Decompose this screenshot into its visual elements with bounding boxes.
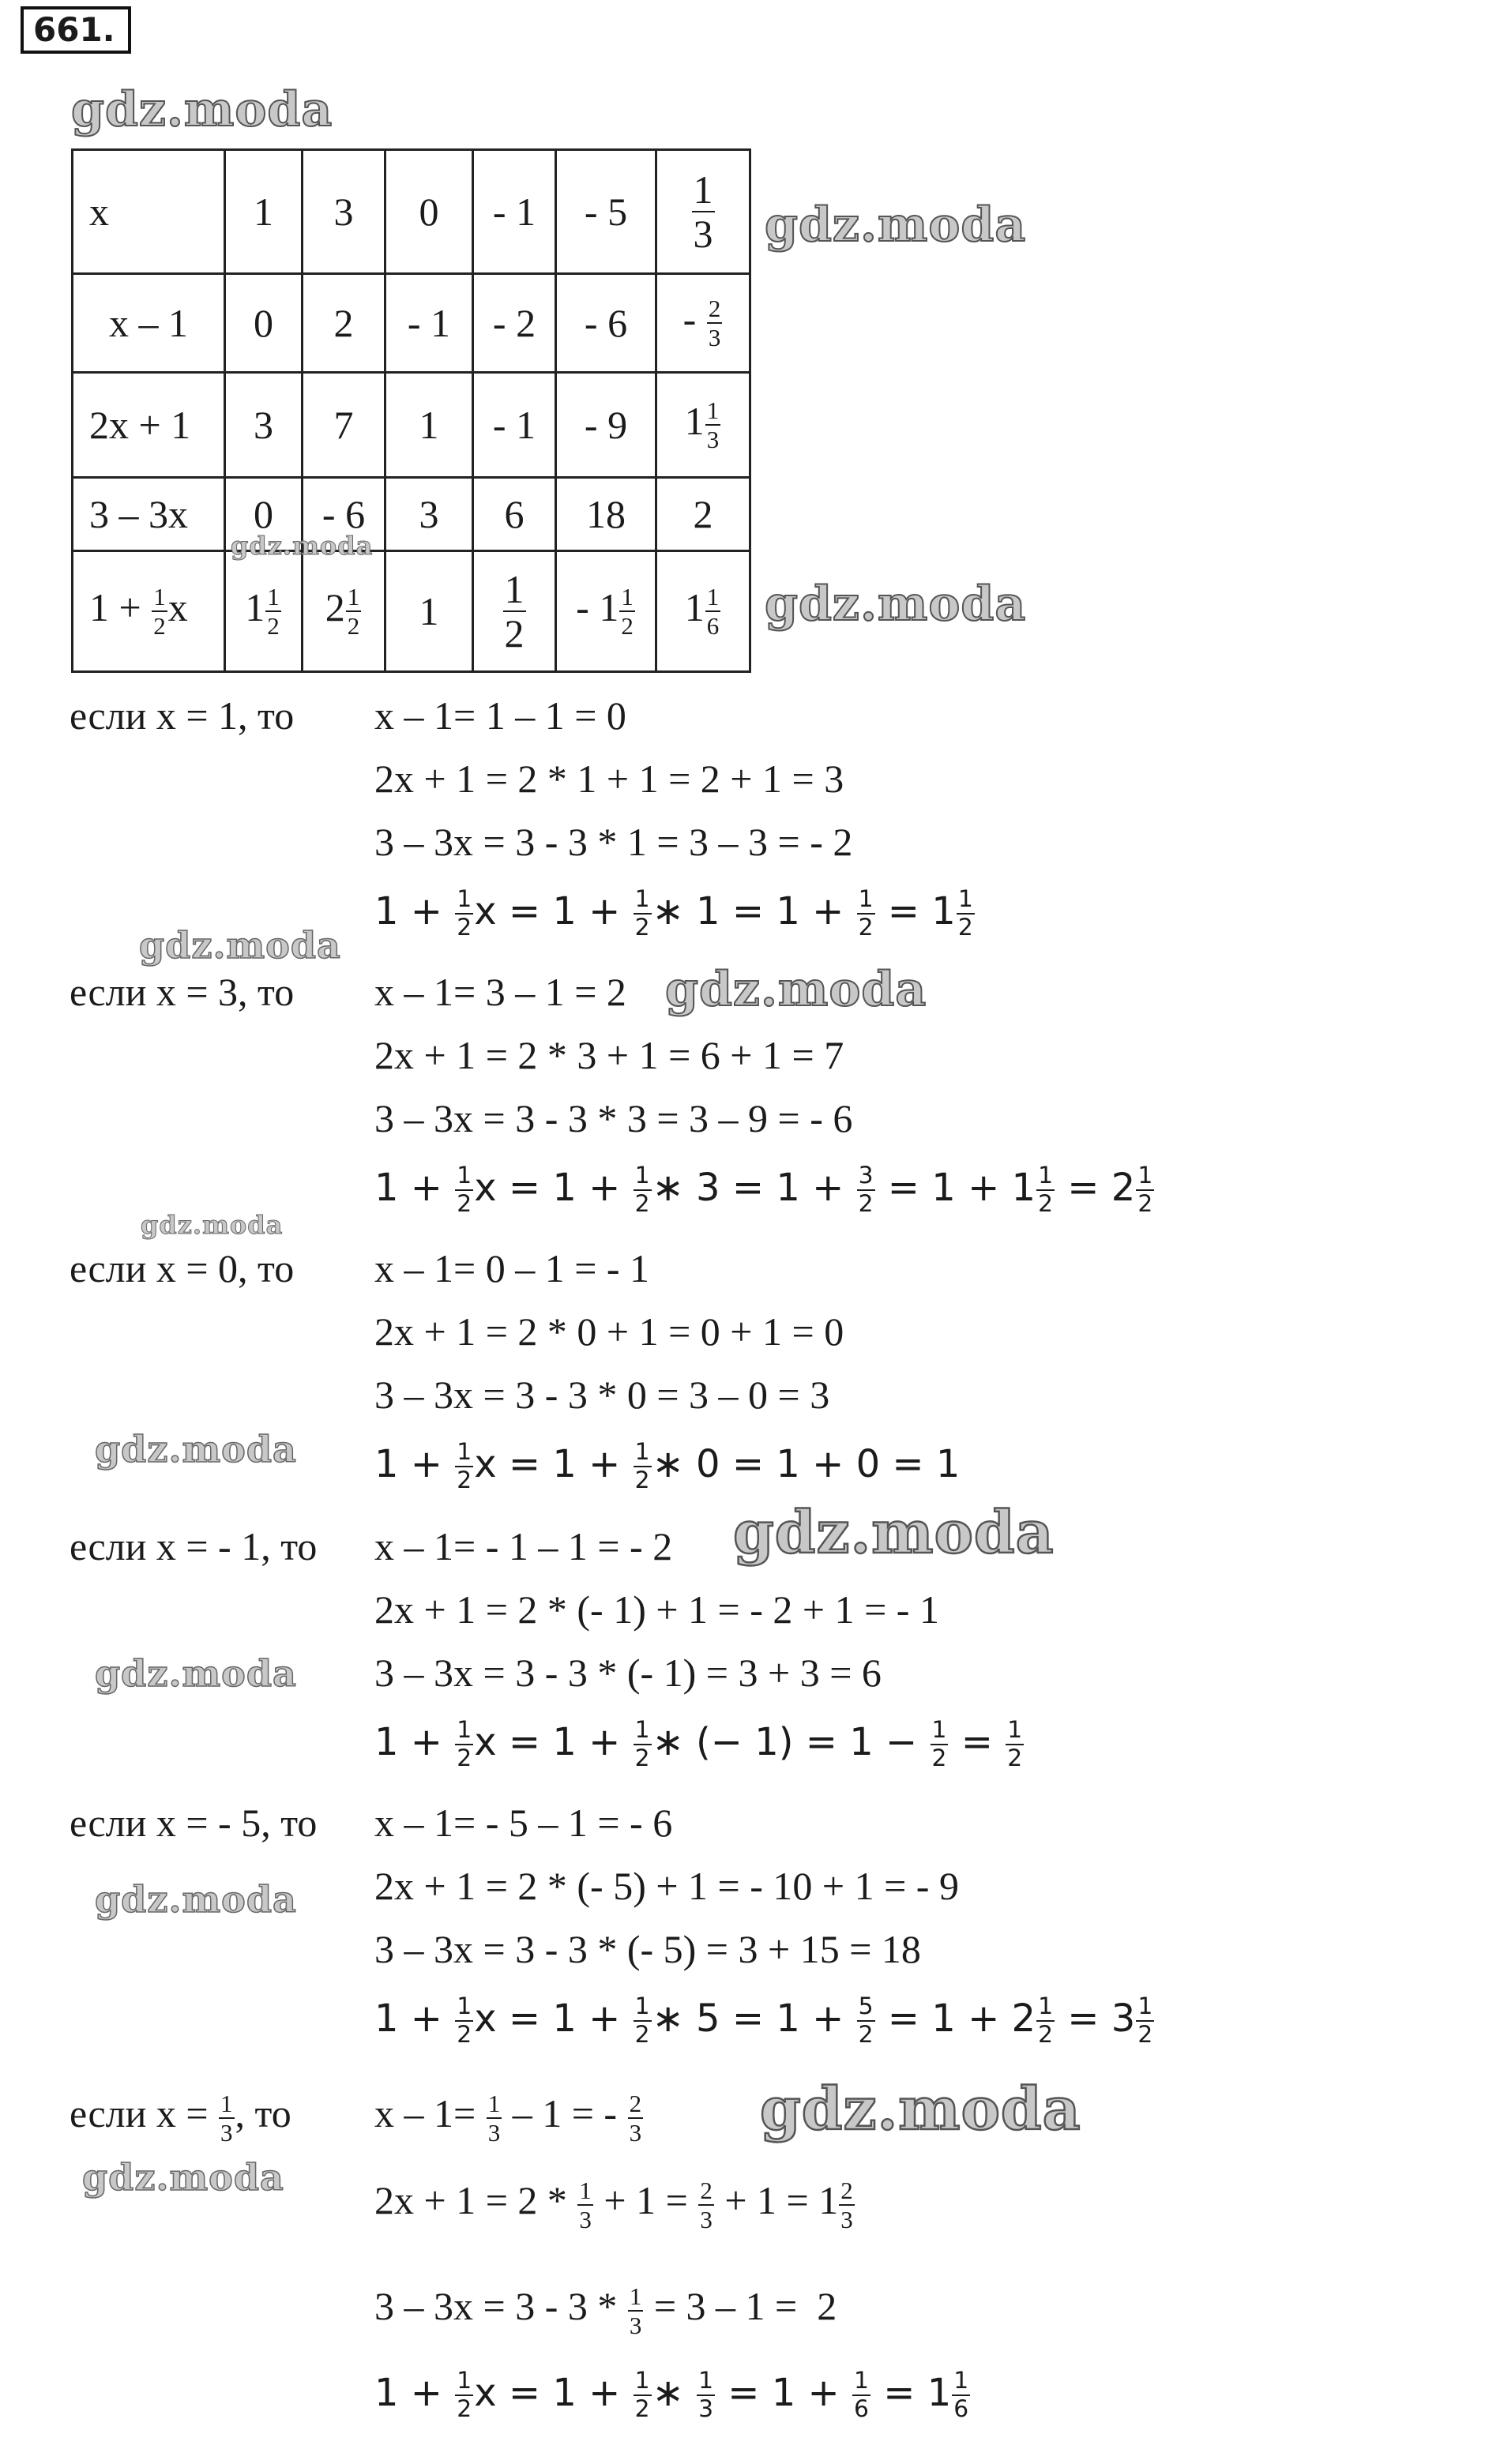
equation-line: 3 – 3x = 3 - 3 * (- 5) = 3 + 15 = 18 [374, 1927, 921, 1971]
table-cell: - 1 [473, 373, 556, 478]
task-number: 661. [21, 6, 131, 54]
table-cell: 2 [303, 274, 385, 373]
equation-line: x – 1= 3 – 1 = 2 [374, 970, 626, 1014]
table-cell: - 6 [303, 478, 385, 551]
table-cell: 1 $\frac{1}{3}$ [656, 373, 750, 478]
fraction: $\frac{1}{6}$ [854, 2367, 869, 2423]
fraction: $\frac{1}{2}$ [457, 2367, 472, 2423]
fraction: $\frac{1}{2}$ [1137, 1993, 1153, 2049]
table-cell: 1 $\frac{1}{2}$ [225, 551, 303, 672]
fraction: $\frac{1}{2}$ [858, 885, 874, 941]
table-cell: - 1 [385, 274, 473, 373]
fraction: $\frac{1}{2}$ [347, 583, 360, 640]
table-cell: 3 [225, 373, 303, 478]
table-row [73, 274, 750, 373]
equation-line: 3 – 3x = 3 - 3 * 0 = 3 – 0 = 3 [374, 1373, 830, 1417]
equation-line: x – 1= $\frac{1}{3}$ – 1 = - $\frac{2}{3}$ [374, 2089, 642, 2147]
fraction: $\frac{1}{2}$ [153, 583, 166, 640]
equation-line: 3 – 3x = 3 - 3 * (- 1) = 3 + 3 = 6 [374, 1651, 882, 1695]
watermark: gdz.moda [733, 1499, 1055, 1567]
equation-line: 1 + $\frac{1}{2}$ x = 1 + $\frac{1}{2}$ ∗ 0 = 1 + 0 = 1 [374, 1438, 961, 1494]
fraction: $\frac{1}{3}$ [698, 2367, 713, 2423]
table-cell: - 2 [473, 274, 556, 373]
watermark: gdz.moda [71, 82, 333, 137]
table-cell: - 1 [473, 150, 556, 274]
equation-line: 1 + $\frac{1}{2}$ x = 1 + $\frac{1}{2}$ ∗ 3 = 1 + $\frac{3}{2}$ = 1 + 1 $\frac{1}{2}$ = 2 $\frac{1}{2}$ [374, 1162, 1153, 1218]
fraction: $\frac{2}{3}$ [700, 2176, 713, 2233]
row-label: 2x + 1 [73, 373, 225, 478]
fraction: $\frac{1}{2}$ [634, 885, 650, 941]
table-cell: 7 [303, 373, 385, 478]
equation-line: 2x + 1 = 2 * (- 5) + 1 = - 10 + 1 = - 9 [374, 1864, 959, 1908]
equation-line: 2x + 1 = 2 * 1 + 1 = 2 + 1 = 3 [374, 757, 844, 801]
fraction: $\frac{1}{6}$ [953, 2367, 969, 2423]
case-condition: если x = 0, то [70, 1246, 295, 1290]
fraction: $\frac{1}{2}$ [457, 1438, 472, 1494]
watermark: gdz.moda [765, 577, 1027, 632]
table-cell: - $\frac{2}{3}$ [656, 274, 750, 373]
table-cell: 0 [385, 150, 473, 274]
fraction: $\frac{1}{2}$ [634, 1993, 650, 2049]
equation-line: 1 + $\frac{1}{2}$ x = 1 + $\frac{1}{2}$ ∗ 5 = 1 + $\frac{5}{2}$ = 1 + 2 $\frac{1}{2}$ = 3 $\frac{1}{2}$ [374, 1993, 1153, 2049]
watermark: gdz.moda [231, 531, 374, 561]
table-cell [473, 551, 556, 672]
case-condition: если x = - 1, то [70, 1524, 318, 1568]
equation-line: x – 1= 1 – 1 = 0 [374, 693, 626, 738]
case-condition: если x = 1, то [70, 693, 295, 738]
equation-line: 1 + $\frac{1}{2}$ x = 1 + $\frac{1}{2}$ ∗ 1 = 1 + $\frac{1}{2}$ = 1 $\frac{1}{2}$ [374, 885, 973, 941]
fraction: $\frac{1}{2}$ [634, 1716, 650, 1772]
row-label: x – 1 [73, 274, 225, 373]
fraction: $\frac{1}{2}$ [1007, 1716, 1023, 1772]
equation-line: x – 1= - 1 – 1 = - 2 [374, 1524, 673, 1568]
watermark: gdz.moda [141, 1210, 284, 1240]
table-row [73, 478, 750, 551]
fraction: $\frac{1}{3}$ [487, 2089, 501, 2147]
table-cell: - 9 [556, 373, 656, 478]
equation-line: x – 1= - 5 – 1 = - 6 [374, 1801, 673, 1845]
table-cell [656, 150, 750, 274]
equation-line: 2x + 1 = 2 * 0 + 1 = 0 + 1 = 0 [374, 1309, 844, 1354]
fraction: $\frac{3}{2}$ [858, 1162, 874, 1218]
fraction: $\frac{1}{3}$ [220, 2089, 233, 2147]
case-condition: если x = 3, то [70, 970, 295, 1014]
table-row [73, 551, 750, 672]
fraction: $\frac{1}{3}$ [706, 396, 720, 454]
watermark: gdz.moda [665, 962, 927, 1017]
table-cell: 0 [225, 478, 303, 551]
watermark: gdz.moda [95, 1878, 297, 1921]
equation-line: 1 + $\frac{1}{2}$ x = 1 + $\frac{1}{2}$ ∗ $\frac{1}{3}$ = 1 + $\frac{1}{6}$ = 1 $\frac{1}{6}$ [374, 2367, 969, 2423]
fraction: $\frac{1}{2}$ [634, 2367, 650, 2423]
table-cell: 6 [473, 478, 556, 551]
table-cell: 1 [225, 150, 303, 274]
row-label: x [73, 150, 225, 274]
fraction: $\frac{1}{2}$ [634, 1438, 650, 1494]
watermark: gdz.moda [95, 1428, 297, 1471]
watermark: gdz.moda [139, 924, 341, 967]
fraction: $\frac{2}{3}$ [629, 2089, 642, 2147]
fraction: $\frac{1}{3}$ [693, 167, 713, 256]
fraction: $\frac{1}{2}$ [931, 1716, 947, 1772]
table-cell: - 5 [556, 150, 656, 274]
values-table [71, 148, 751, 673]
row-label: 1 + $\frac{1}{2}$ x [73, 551, 225, 672]
fraction: $\frac{1}{2}$ [1038, 1162, 1054, 1218]
table-cell: 2 $\frac{1}{2}$ [303, 551, 385, 672]
watermark: gdz.moda [95, 1652, 297, 1695]
fraction: $\frac{1}{2}$ [1137, 1162, 1153, 1218]
fraction: $\frac{1}{2}$ [634, 1162, 650, 1218]
table-cell: 2 [656, 478, 750, 551]
fraction: $\frac{1}{6}$ [706, 583, 720, 640]
equation-line: 3 – 3x = 3 - 3 * $\frac{1}{3}$ = 3 – 1 = 2 [374, 2282, 837, 2339]
fraction: $\frac{2}{3}$ [708, 295, 721, 352]
equation-line: 3 – 3x = 3 - 3 * 3 = 3 – 9 = - 6 [374, 1096, 853, 1140]
table-cell: - 6 [556, 274, 656, 373]
case-condition: если x = $\frac{1}{3}$ , то [70, 2089, 291, 2147]
table-cell: 1 [385, 551, 473, 672]
fraction: $\frac{5}{2}$ [858, 1993, 874, 2049]
fraction: $\frac{1}{2}$ [267, 583, 280, 640]
equation-line: x – 1= 0 – 1 = - 1 [374, 1246, 650, 1290]
fraction: $\frac{1}{2}$ [621, 583, 634, 640]
table-cell: 3 [303, 150, 385, 274]
fraction: $\frac{1}{3}$ [629, 2282, 642, 2339]
table-cell: 1 [385, 373, 473, 478]
table-cell: 3 [385, 478, 473, 551]
fraction: $\frac{1}{2}$ [457, 1162, 472, 1218]
fraction: $\frac{2}{3}$ [840, 2176, 853, 2233]
fraction: $\frac{1}{2}$ [457, 1716, 472, 1772]
watermark: gdz.moda [765, 197, 1027, 253]
watermark: gdz.moda [82, 2156, 284, 2199]
table-cell: 0 [225, 274, 303, 373]
fraction: $\frac{1}{2}$ [1038, 1993, 1054, 2049]
fraction: $\frac{1}{2}$ [457, 1993, 472, 2049]
table-cell: 18 [556, 478, 656, 551]
equation-line: 2x + 1 = 2 * $\frac{1}{3}$ + 1 = $\frac{2}{3}$ + 1 = 1 $\frac{2}{3}$ [374, 2176, 853, 2233]
equation-line: 2x + 1 = 2 * (- 1) + 1 = - 2 + 1 = - 1 [374, 1587, 939, 1632]
equation-line: 2x + 1 = 2 * 3 + 1 = 6 + 1 = 7 [374, 1033, 844, 1077]
table-cell: 1 $\frac{1}{6}$ [656, 551, 750, 672]
fraction: $\frac{1}{3}$ [579, 2176, 592, 2233]
watermark: gdz.moda [760, 2075, 1081, 2143]
fraction: $\frac{1}{2}$ [957, 885, 973, 941]
case-condition: если x = - 5, то [70, 1801, 318, 1845]
row-label: 3 – 3x [73, 478, 225, 551]
table-row [73, 150, 750, 274]
equation-line: 1 + $\frac{1}{2}$ x = 1 + $\frac{1}{2}$ ∗ (− 1) = 1 − $\frac{1}{2}$ = $\frac{1}{2}$ [374, 1716, 1023, 1772]
fraction: $\frac{1}{2}$ [504, 567, 525, 655]
table-row [73, 373, 750, 478]
equation-line: 3 – 3x = 3 - 3 * 1 = 3 – 3 = - 2 [374, 820, 853, 864]
fraction: $\frac{1}{2}$ [457, 885, 472, 941]
table-cell: - 1 $\frac{1}{2}$ [556, 551, 656, 672]
